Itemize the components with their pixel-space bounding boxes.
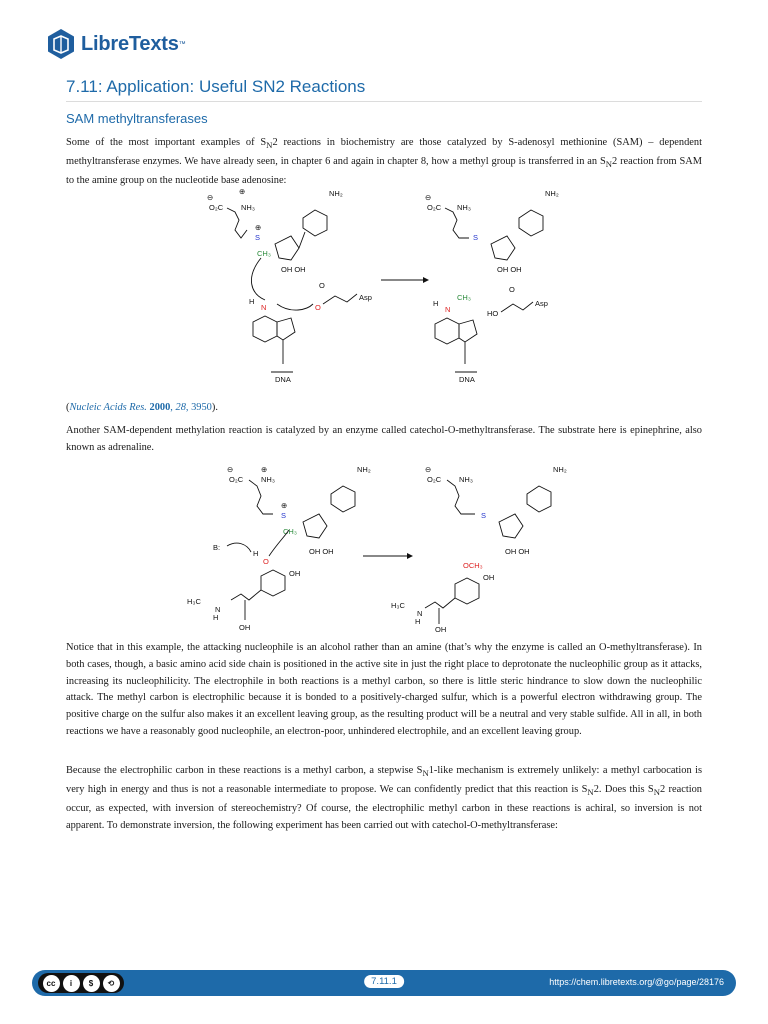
ribose-hydroxyls-label: OH OH	[281, 265, 306, 274]
nucleophile-o-label: O	[263, 557, 269, 566]
product-carboxylate-label: O₂C	[427, 203, 442, 212]
sah-product-2	[425, 465, 567, 556]
sulfur-label-2: S	[281, 511, 287, 520]
sulfonium-plus-label: ⊕	[255, 223, 262, 232]
carboxylate-o-label: O	[315, 303, 321, 312]
cc-license-badges[interactable]	[38, 973, 124, 993]
product-n-label: N	[445, 305, 451, 314]
product-minus-label-2: ⊖	[425, 465, 432, 474]
cc-icon: cc	[43, 975, 60, 992]
paragraph-comt-intro: Another SAM-dependent methylation reaction is catalyzed by an enzyme called catechol-O-methyltransferase. The substrate here is epinephrine, also known as adrenaline.	[66, 425, 702, 453]
page-footer	[32, 970, 736, 996]
sharealike-icon: ⟲	[103, 975, 120, 992]
product-methyl-label: CH₃	[457, 293, 471, 302]
attribution-icon: i	[63, 975, 80, 992]
carbonyl-o-label: O	[319, 281, 325, 290]
product-ammonium-label: NH₃	[457, 203, 471, 212]
comt-epinephrine-methylation-scheme	[185, 460, 585, 640]
epinephrine-reactant	[187, 530, 300, 632]
citation: (Nucleic Acids Res. 2000, 28, 3950).	[66, 402, 218, 413]
sam-reactant	[207, 188, 343, 274]
metanephrine-product	[391, 561, 494, 634]
product-methoxy-label: OCH₃	[463, 561, 483, 570]
h-label: H	[249, 297, 255, 306]
n-methyl-label: H₃C	[187, 597, 201, 606]
carboxylate-label-2: O₂C	[229, 475, 244, 484]
adenine-reactant	[249, 258, 313, 384]
product-amine-label-2: NH₂	[553, 465, 567, 474]
product-amine-h-label: H	[415, 617, 421, 626]
methyladenine-product	[433, 285, 548, 384]
sam-adenine-methylation-scheme	[195, 188, 575, 388]
sulfur-label: S	[255, 233, 261, 242]
libretexts-logo-icon	[46, 28, 76, 60]
logo-text: LibreTexts	[81, 32, 179, 55]
product-sulfur-label: S	[473, 233, 479, 242]
logo-tm: ™	[178, 40, 186, 48]
section-heading: SAM methyltransferases	[66, 111, 208, 126]
product-sulfur-label-2: S	[481, 511, 487, 520]
citation-link[interactable]: Nucleic Acids Res. 2000, 28, 3950	[69, 402, 212, 413]
carboxylate-label: O₂C	[209, 203, 224, 212]
page-number: 7.11.1	[364, 975, 404, 988]
aspartate-base	[315, 281, 372, 312]
ribose-hydroxyls-label-2: OH OH	[309, 547, 334, 556]
sam-reactant-2	[227, 465, 371, 556]
product-asp-label: Asp	[535, 299, 548, 308]
amine-h-label: H	[213, 613, 219, 622]
product-ribose-hydroxyls-label-2: OH OH	[505, 547, 530, 556]
methyl-label: CH₃	[257, 249, 271, 258]
product-carbonyl-o-label: O	[509, 285, 515, 294]
product-amine-label: NH₂	[545, 189, 559, 198]
product-ribose-hydroxyls-label: OH OH	[497, 265, 522, 274]
product-amine-n-label: N	[417, 609, 423, 618]
page-title: 7.11: Application: Useful SN2 Reactions	[66, 77, 366, 96]
paragraph-mechanism-discussion: Notice that in this example, the attacking nucleophile is an alcohol rather than an amine (that’s why the enzyme is called an O-methyltransferase). In both cases, though, a basic amino acid side chain is positioned in the active site in just the right place to deprotonate the nucleophilic group as it attacks, increasing its nucleophilicity. The electrophile in both reactions is a methyl carbon, so there is little steric hindrance to slow down the nucleophilic attack. The methyl carbon is electrophilic because it is bonded to a positively-charged sulfur, which is a powerful electron withdrawing group. The positive charge on the sulfur also makes it an excellent leaving group, as the resulting product will be a neutral and very stable sulfide. All in all, in both reactions we have a reasonably good nucleophile, an electron-poor, unhindered electrophile, and an excellent leaving group.	[66, 642, 702, 737]
product-ho-label: HO	[487, 309, 499, 318]
title-divider	[66, 101, 702, 102]
hydroxyl-h-label: H	[253, 549, 259, 558]
product-ring-oh-label: OH	[483, 573, 495, 582]
product-n-methyl-label: H₃C	[391, 601, 405, 610]
sulfonium-plus-label-2: ⊕	[281, 501, 288, 510]
libretexts-logo[interactable]	[46, 26, 186, 62]
product-minus-label: ⊖	[425, 193, 432, 202]
ammonium-label: NH₃	[241, 203, 255, 212]
noncommercial-icon: $	[83, 975, 100, 992]
product-benzylic-oh-label: OH	[435, 625, 447, 634]
benzylic-oh-label: OH	[239, 623, 251, 632]
product-dna-label: DNA	[459, 375, 475, 384]
plus-charge-label-2: ⊕	[261, 465, 268, 474]
amine-label-2: NH₂	[357, 465, 371, 474]
product-ammonium-label-2: NH₃	[459, 475, 473, 484]
minus-charge-label-2: ⊖	[227, 465, 234, 474]
base-label: B:	[213, 543, 221, 552]
page-url-link[interactable]: https://chem.libretexts.org/@go/page/28176	[549, 977, 724, 987]
amine-label: NH₂	[329, 189, 343, 198]
dna-label: DNA	[275, 375, 291, 384]
minus-charge-label: ⊖	[207, 193, 214, 202]
asp-label: Asp	[359, 293, 372, 302]
product-carboxylate-label-2: O₂C	[427, 475, 442, 484]
product-h-label: H	[433, 299, 439, 308]
paragraph-sam-intro: Some of the most important examples of $S_N2$ reactions in biochemistry are those catalyzed by S-adenosyl methionine (SAM) – dependent methyltransferase enzymes. We have already seen, in chapter 6 and again in chapter 8, how a methyl group is transferred in an $S_N2$ reaction from SAM to the amine group on the nucleotide base adenosine:	[66, 137, 703, 186]
amine-n-label: N	[215, 605, 221, 614]
ammonium-label-2: NH₃	[261, 475, 275, 484]
plus-charge-label: ⊕	[239, 188, 246, 196]
paragraph-sn2-inversion: Because the electrophilic carbon in these reactions is a methyl carbon, a stepwise $S_N1$-like mechanism is extremely unlikely: a methyl carbocation is very high in energy and thus is not a reasonable intermediate to propose. We can confidently predict that this reaction is $S_N2$. Does this $S_N2$ reaction occur, as expected, with inversion of stereochemistry? Of course, the electrophilic methyl carbon in these reactions is achiral, so inversion is not apparent. To demonstrate inversion, the following experiment has been carried out with catechol-O-methyltransferase:	[66, 765, 702, 831]
ring-oh-label: OH	[289, 569, 301, 578]
sah-product	[425, 189, 559, 274]
methyl-label-2: CH₃	[283, 527, 297, 536]
nucleophile-n-label: N	[261, 303, 267, 312]
